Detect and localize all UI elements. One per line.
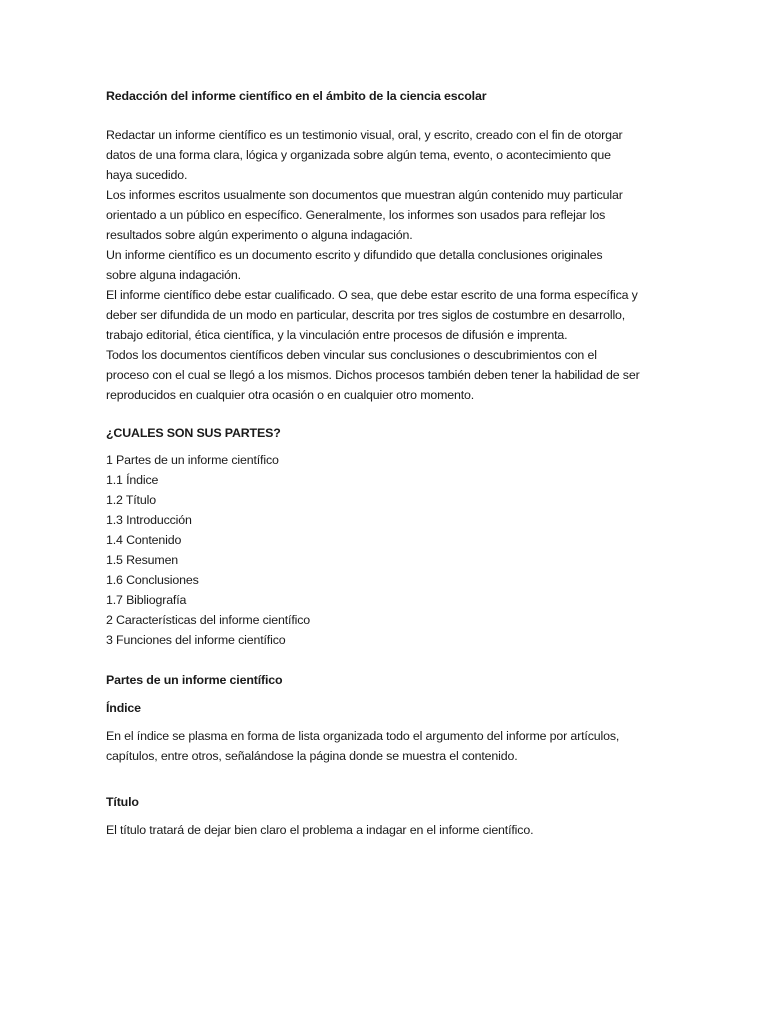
parts-heading: ¿CUALES SON SUS PARTES?	[106, 426, 281, 440]
intro-line: orientado a un público en específico. Generalmente, los informes son usados para reflejar los	[106, 208, 606, 222]
toc-item: 1.1 Índice	[106, 473, 159, 487]
titulo-heading: Título	[106, 795, 139, 809]
intro-line: Un informe científico es un documento escrito y difundido que detalla conclusiones originales	[106, 248, 603, 262]
intro-line: trabajo editorial, ética científica, y la vinculación entre procesos de difusión e imprenta.	[106, 328, 568, 342]
intro-line: Todos los documentos científicos deben vincular sus conclusiones o descubrimientos con el	[106, 348, 597, 362]
toc-item: 3 Funciones del informe científico	[106, 633, 286, 647]
indice-heading: Índice	[106, 701, 141, 715]
document-page	[106, 86, 666, 840]
intro-line: reproducidos en cualquier otra ocasión o en cualquier otro momento.	[106, 388, 475, 402]
titulo-line: El título tratará de dejar bien claro el problema a indagar en el informe científico.	[106, 823, 534, 837]
intro-line: haya sucedido.	[106, 168, 188, 182]
intro-paragraphs	[106, 125, 666, 405]
indice-line: En el índice se plasma en forma de lista organizada todo el argumento del informe por artículos,	[106, 729, 620, 743]
intro-line: sobre alguna indagación.	[106, 268, 241, 282]
toc-item: 1.3 Introducción	[106, 513, 192, 527]
toc-item: 1.2 Título	[106, 493, 156, 507]
intro-line: proceso con el cual se llegó a los mismos. Dichos procesos también deben tener la habilidad de ser	[106, 368, 640, 382]
intro-line: resultados sobre algún experimento o alguna indagación.	[106, 228, 413, 242]
toc-item: 1.6 Conclusiones	[106, 573, 199, 587]
intro-line: datos de una forma clara, lógica y organizada sobre algún tema, evento, o acontecimiento que	[106, 148, 611, 162]
document-title: Redacción del informe científico en el ámbito de la ciencia escolar	[106, 89, 487, 103]
toc-item: 1.7 Bibliografía	[106, 593, 187, 607]
table-of-contents	[106, 450, 666, 650]
intro-line: deber ser difundida de un modo en particular, descrita por tres siglos de costumbre en desarrollo,	[106, 308, 626, 322]
toc-item: 2 Características del informe científico	[106, 613, 311, 627]
toc-item: 1 Partes de un informe científico	[106, 453, 279, 467]
toc-item: 1.5 Resumen	[106, 553, 179, 567]
toc-item: 1.4 Contenido	[106, 533, 182, 547]
intro-line: Redactar un informe científico es un testimonio visual, oral, y escrito, creado con el fin de otorgar	[106, 128, 623, 142]
section-title: Partes de un informe científico	[106, 673, 283, 687]
titulo-paragraph	[106, 820, 666, 840]
intro-line: Los informes escritos usualmente son documentos que muestran algún contenido muy particular	[106, 188, 623, 202]
indice-line: capítulos, entre otros, señalándose la página donde se muestra el contenido.	[106, 749, 518, 763]
intro-line: El informe científico debe estar cualificado. O sea, que debe estar escrito de una forma específica y	[106, 288, 638, 302]
indice-paragraph	[106, 726, 666, 766]
